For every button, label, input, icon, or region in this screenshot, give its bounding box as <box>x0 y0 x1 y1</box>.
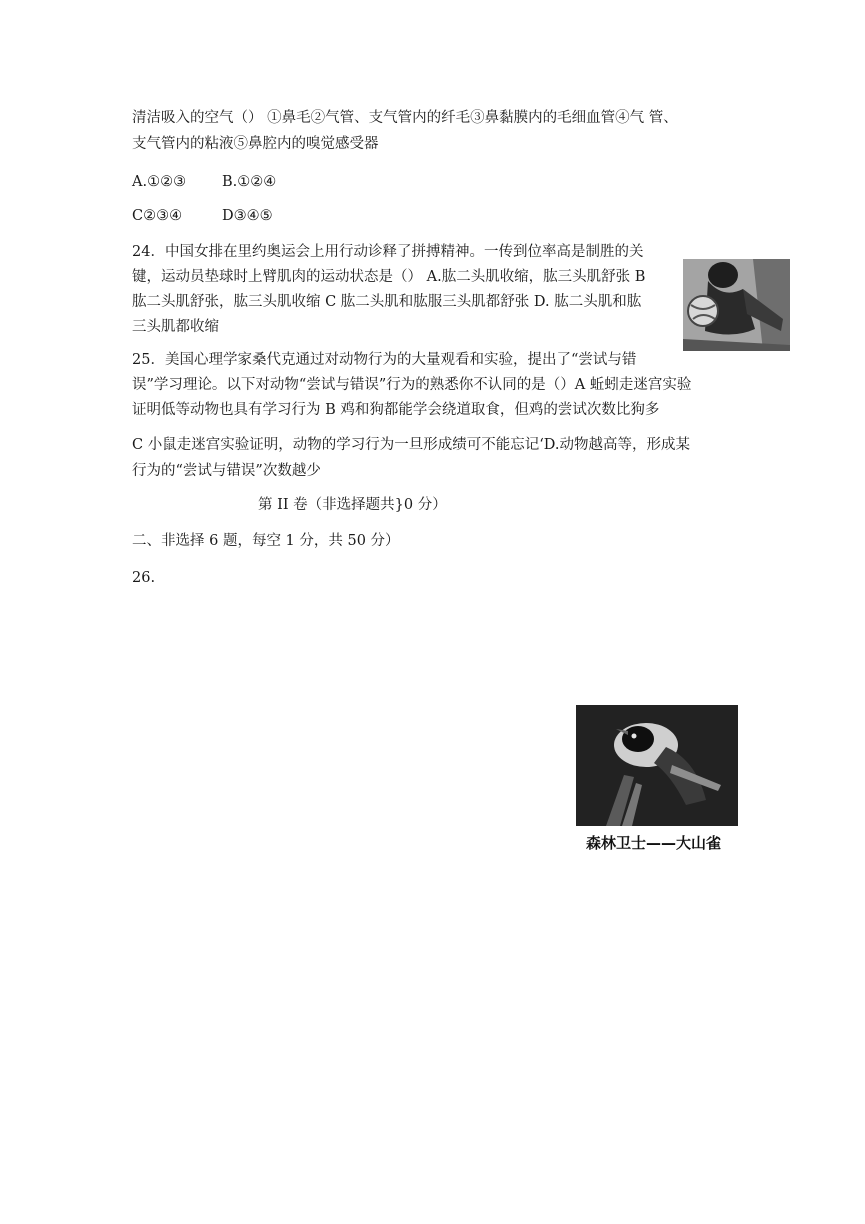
q24-line3: 肱二头肌舒张，肱三头肌收缩 C 肱二头肌和肱服三头肌都舒张 D. 肱二头肌和肱 <box>132 294 642 310</box>
q24-line2: 键，运动员垫球时上臂肌肉的运动状态是（） A.肱二头肌收缩，肱三头肌舒张 B <box>132 269 646 285</box>
q25-line2: 误”学习理论。以下对动物“尝试与错误”行为的熟悉你不认同的是（）A 蚯蚓走迷宫实验 <box>132 377 692 393</box>
section2-heading: 二、非选择 6 题，每空 1 分，共 50 分） <box>132 533 400 549</box>
q25-line4: C 小鼠走迷宫实验证明，动物的学习行为一旦形成绩可不能忘记‘D.动物越高等，形成某 <box>132 437 691 453</box>
q26-number: 26. <box>132 570 156 586</box>
q24-line1: 24．中国女排在里约奥运会上用行动诊释了拼搏精神。一传到位率高是制胜的关 <box>132 244 644 260</box>
q25-line1: 25．美国心理学家桑代克通过对动物行为的大量观看和实验，提出了“尝试与错 <box>132 352 637 368</box>
section2-title: 第 II 卷（非选择题共}0 分） <box>258 497 447 513</box>
q23-option-a: A.①②③ <box>132 174 187 190</box>
bird-photo-caption: 森林卫士——大山雀 <box>586 834 722 852</box>
volleyball-player-image <box>683 259 790 351</box>
q25-line3: 证明低等动物也具有学习行为 B 鸡和狗都能学会绕道取食，但鸡的尝试次数比狗多 <box>132 402 660 418</box>
q23-stem-line2: 支气管内的粘液⑤鼻腔内的嗅觉感受器 <box>132 136 379 152</box>
bird-photo <box>576 705 738 826</box>
q24-line4: 三头肌都收缩 <box>132 319 219 335</box>
q23-stem-line1: 清洁吸入的空气（） ①鼻毛②气管、支气管内的纤毛③鼻黏膜内的毛细血管④气 管、 <box>132 110 678 126</box>
q23-option-d: D③④⑤ <box>222 208 273 224</box>
q25-line5: 行为的“尝试与错误”次数越少 <box>132 463 321 479</box>
q23-option-c: C②③④ <box>132 208 183 224</box>
great-tit-bird-image <box>576 705 738 826</box>
q23-option-b: B.①②④ <box>222 174 277 190</box>
volleyball-player-photo <box>683 259 790 351</box>
